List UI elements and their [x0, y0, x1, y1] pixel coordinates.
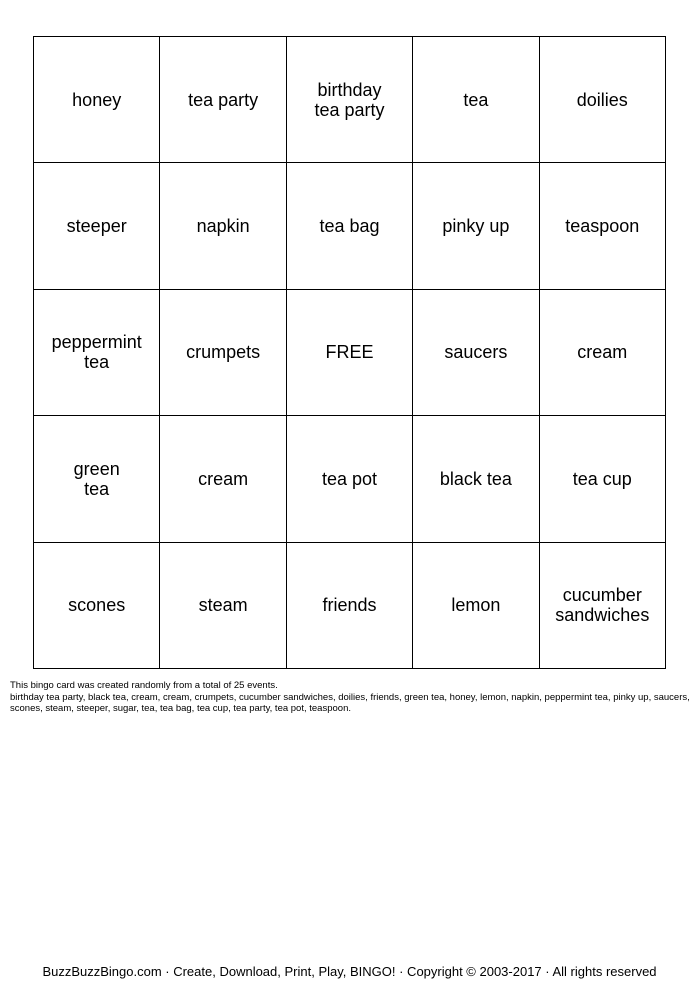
bingo-cell: teaspoon	[540, 163, 666, 289]
bingo-cell: cream	[160, 416, 286, 542]
bingo-cell: doilies	[540, 37, 666, 163]
bingo-cell: steeper	[34, 163, 160, 289]
card-info	[10, 680, 690, 715]
bingo-cell: honey	[34, 37, 160, 163]
bingo-cell: friends	[287, 543, 413, 669]
bingo-cell: green tea	[34, 416, 160, 542]
bingo-cell: tea party	[160, 37, 286, 163]
bingo-cell: napkin	[160, 163, 286, 289]
bingo-cell: lemon	[413, 543, 539, 669]
bingo-cell: cucumber sandwiches	[540, 543, 666, 669]
bingo-cell: tea cup	[540, 416, 666, 542]
bingo-card-grid	[33, 36, 666, 669]
bingo-cell: tea bag	[287, 163, 413, 289]
bingo-cell: cream	[540, 290, 666, 416]
bingo-cell: birthday tea party	[287, 37, 413, 163]
bingo-cell: steam	[160, 543, 286, 669]
bingo-cell: peppermint tea	[34, 290, 160, 416]
created-note: This bingo card was created randomly from a total of 25 events.	[10, 680, 278, 691]
events-list: birthday tea party, black tea, cream, cream, crumpets, cucumber sandwiches, doilies, friends, green tea, honey, lemon, napkin, peppermint tea, pinky up, saucers, scones, steam, steeper, sugar, tea, tea bag, tea cup, tea party, tea pot, teaspoon.	[10, 691, 690, 714]
bingo-cell: saucers	[413, 290, 539, 416]
bingo-cell: pinky up	[413, 163, 539, 289]
bingo-free-cell: FREE	[287, 290, 413, 416]
bingo-cell: black tea	[413, 416, 539, 542]
bingo-cell: tea pot	[287, 416, 413, 542]
bingo-cell: tea	[413, 37, 539, 163]
page-footer: BuzzBuzzBingo.com · Create, Download, Print, Play, BINGO! · Copyright © 2003-2017 · All rights reserved	[42, 964, 657, 979]
bingo-cell: crumpets	[160, 290, 286, 416]
bingo-cell: scones	[34, 543, 160, 669]
